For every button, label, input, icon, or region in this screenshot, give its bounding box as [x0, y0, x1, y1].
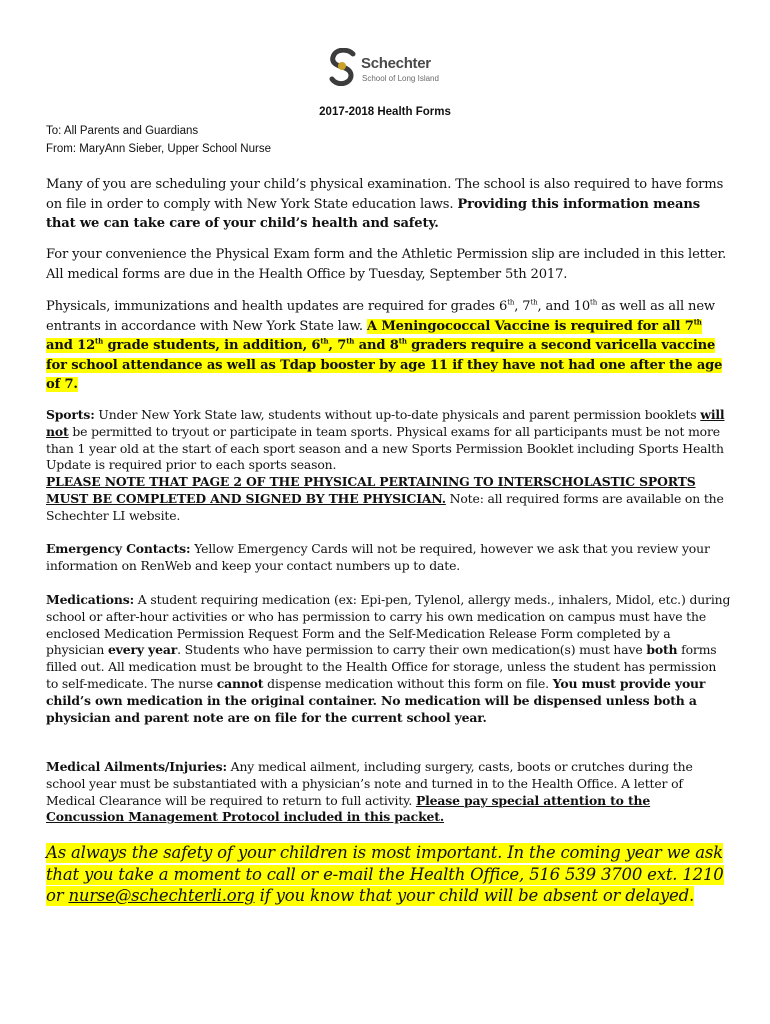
- ailments-label: Medical Ailments/Injuries:: [46, 759, 227, 774]
- cannot: cannot: [216, 675, 264, 691]
- medications-text-4: dispense medication without this form on file.: [263, 675, 553, 691]
- sup-th: th: [346, 336, 355, 346]
- medications-label: Medications:: [46, 592, 134, 607]
- sports-notice: PLEASE NOTE THAT PAGE 2 OF THE PHYSICAL PERTAINING TO INTERSCHOLASTIC SPORTS MUST BE COMPLETED AND SIGNED BY THE PHYSICIAN.: [46, 474, 696, 506]
- school-logo: [325, 44, 455, 90]
- medications-bold: You must provide your child’s own medication in the original container. No medication will be dispensed unless both a physician and parent note are on file for the current school year.: [46, 675, 706, 725]
- emergency-text: Yellow Emergency Cards will not be required, however we ask that you review your information on RenWeb and keep your contact numbers up to date.: [46, 541, 710, 573]
- concussion-notice: Please pay special attention to the Concussion Management Protocol included in this packet.: [46, 792, 651, 825]
- sup-th: th: [590, 298, 598, 307]
- logo-name: Schechter: [361, 55, 431, 72]
- emergency-label: Emergency Contacts:: [46, 541, 191, 556]
- paragraph-physicals: [46, 297, 732, 395]
- vaccine-text-4: , 7: [328, 338, 347, 353]
- logo-subtitle: School of Long Island: [362, 74, 439, 83]
- sup-th: th: [95, 336, 104, 346]
- to-line: To: All Parents and Guardians: [46, 125, 199, 137]
- medications-text-2: . Students who have permission to carry their own medication(s) must have: [177, 642, 647, 658]
- sports-text-2: be permitted to tryout or participate in team sports. Physical exams for all participants must be not more than 1 year old at the start of each sport season and a new Sports Permission Booklet including Sports Health Update is required prior to each sports season.: [46, 423, 724, 473]
- vaccine-text-6: graders require a second varicella vaccine for school attendance as well as Tdap booster by age 11 if they have not had one after the age of 7.: [46, 338, 723, 392]
- email-link[interactable]: nurse@schechterli.org: [68, 886, 255, 905]
- physicals-text-2: as well as all new entrants in accordance with New York State law.: [46, 299, 715, 334]
- both: both: [646, 642, 678, 658]
- sports-text-3: Note: all required forms are available on the Schechter LI website.: [46, 490, 724, 523]
- vaccine-text-1: A Meningococcal Vaccine is required for all 7: [366, 318, 694, 334]
- sup-th: th: [320, 336, 329, 346]
- intro-text: Many of you are scheduling your child’s physical examination. The school is also required to have forms on file in order to comply with New York State education laws.: [46, 177, 724, 212]
- physicals-text: Physicals, immunizations and health updates are required for grades 6: [46, 299, 508, 314]
- closing-text-2: if you know that your child will be absent or delayed.: [254, 886, 695, 905]
- vaccine-text-5: and 8: [354, 338, 399, 353]
- sup-th: th: [507, 298, 515, 307]
- from-line: From: MaryAnn Sieber, Upper School Nurse: [46, 143, 271, 155]
- closing-text: As always the safety of your children is most important. In the coming year we ask that you take a moment to call or e-mail the Health Office, 516 539 3700 ext. 1210 or: [46, 843, 724, 905]
- paragraph-sports: [46, 407, 732, 525]
- medications-text: A student requiring medication (ex: Epi-pen, Tylenol, allergy meds., inhalers, Midol, etc.) during school or after-hour activities or who has permission to carry his own medication on campus must have the enclosed Medication Permission Request Form and the Self-Medication Release Form completed by a physician: [46, 592, 731, 658]
- intro-bold: Providing this information means that we can take care of your child’s health and safety.: [46, 196, 700, 231]
- sup-th: th: [693, 317, 702, 327]
- paragraph-intro: [46, 175, 732, 234]
- sports-text: Under New York State law, students without up-to-date physicals and parent permission booklets: [94, 407, 701, 422]
- paragraph-convenience: For your convenience the Physical Exam form and the Athletic Permission slip are included in this letter. All medical forms are due in the Health Office by Tuesday, September 5th 2017.: [46, 247, 727, 282]
- sup-th: th: [398, 336, 407, 346]
- medications-text-3: forms filled out. All medication must be brought to the Health Office for storage, unless the student has permission to self-medicate. The nurse: [46, 642, 717, 691]
- paragraph-ailments: [46, 759, 732, 826]
- page-title: 2017-2018 Health Forms: [319, 106, 451, 118]
- ailments-text: Any medical ailment, including surgery, casts, boots or crutches during the school year must be substantiated with a physician’s note and turned in to the Health Office. A letter of Medical Clearance will be required to return to full activity.: [46, 759, 693, 808]
- paragraph-medications: [46, 592, 732, 726]
- every-year: every year: [107, 642, 178, 658]
- paragraph-emergency: [46, 541, 732, 575]
- vaccine-text-2: and 12: [46, 338, 96, 353]
- sports-label: Sports:: [46, 407, 95, 422]
- grade-10: , and 10: [537, 299, 591, 314]
- grade-7: , 7: [514, 299, 531, 314]
- sup-th: th: [530, 298, 538, 307]
- closing-note: [46, 842, 726, 907]
- sports-will-not: will not: [46, 407, 725, 439]
- schechter-lion-icon: [329, 48, 357, 86]
- vaccine-text-3: grade students, in addition, 6: [103, 338, 321, 353]
